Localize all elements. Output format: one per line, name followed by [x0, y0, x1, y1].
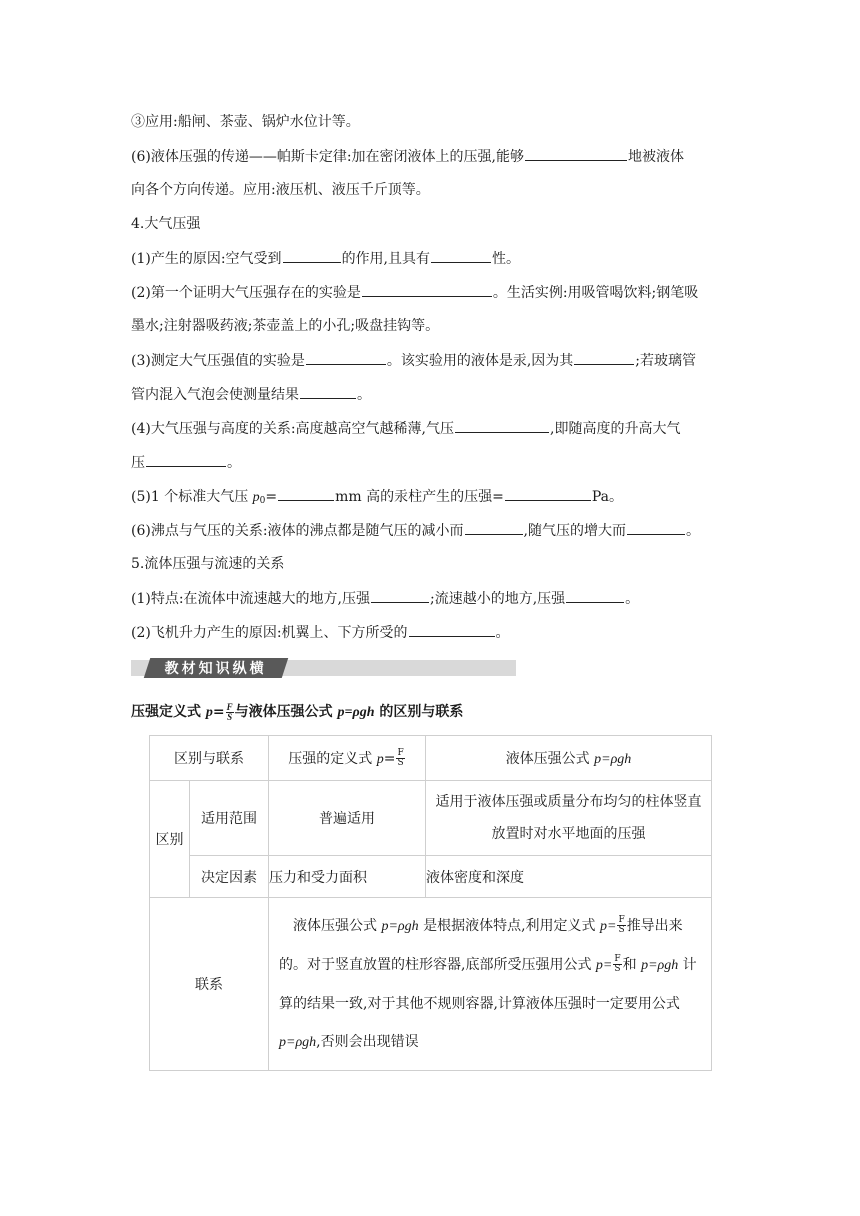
text-line: [131, 486, 623, 511]
row-group-cell: [150, 781, 190, 898]
text-line: [131, 622, 510, 643]
liquid-pressure-formula: p=ρgh: [381, 918, 419, 934]
fraction-denominator: S: [227, 711, 233, 722]
fill-blank[interactable]: [505, 486, 591, 501]
fraction-f-over-s: [396, 749, 404, 768]
fraction-f-over-s: [617, 916, 625, 935]
header-label: 液体压强公式: [505, 751, 595, 767]
row-label: 决定因素: [201, 869, 257, 886]
row-label-cell: [150, 898, 269, 1071]
text-fragment: 。: [495, 625, 510, 641]
fill-blank[interactable]: [465, 520, 523, 535]
fill-blank[interactable]: [362, 282, 492, 297]
text-fragment: ;流速越小的地方,压强: [430, 591, 566, 607]
section-banner: [131, 658, 516, 678]
text-fragment: 压: [131, 455, 145, 471]
text-line: [131, 112, 360, 132]
text-line: [131, 180, 430, 200]
fill-blank[interactable]: [278, 486, 334, 501]
text-fragment: 。: [686, 523, 700, 539]
fraction-f-over-s: [226, 703, 234, 722]
fill-blank[interactable]: [300, 384, 356, 399]
text-line: [131, 384, 371, 405]
fraction-f-over-s: [613, 955, 621, 974]
fraction-numerator: F: [397, 748, 404, 759]
heading-text: 与液体压强公式: [234, 704, 338, 720]
relation-paragraph: [269, 903, 711, 1066]
text-fragment: 4.大气压强: [131, 216, 201, 232]
table-cell: [426, 856, 712, 898]
table-cell: [269, 898, 712, 1071]
equals-sign: =: [383, 750, 396, 767]
liquid-pressure-formula: p=ρgh: [594, 752, 632, 767]
text-line: [131, 418, 680, 439]
equals-sign: =: [212, 704, 225, 720]
text-fragment: (3)测定大气压强值的实验是: [131, 353, 305, 369]
text-fragment: ,即随高度的升高大气: [550, 421, 681, 437]
cell-text: 计算的结果一致,对于其他不规则容器,计算液体压强时一定要用公式: [279, 956, 697, 1012]
text-fragment: 。: [625, 591, 640, 607]
text-fragment: 墨水;注射器吸药液;茶壶盖上的小孔;吸盘挂钩等。: [131, 318, 440, 334]
table-row: [150, 856, 712, 898]
cell-text: 液体密度和深度: [426, 869, 524, 886]
header-cell: [150, 736, 269, 781]
section-heading: [131, 214, 200, 234]
cell-text: 普遍适用: [319, 811, 375, 827]
text-line: [131, 146, 684, 167]
text-fragment: 管内混入气泡会使测量结果: [131, 387, 299, 403]
cell-text: 压力和受力面积: [269, 869, 367, 886]
text-fragment: Pa。: [591, 489, 623, 505]
text-fragment: ;若玻璃管: [635, 353, 697, 369]
liquid-pressure-formula: p=ρgh: [337, 705, 375, 720]
fill-blank[interactable]: [283, 248, 341, 263]
liquid-pressure-formula: p=ρgh: [279, 1034, 317, 1050]
text-fragment: 5.流体压强与流速的关系: [131, 556, 285, 572]
header-cell: [426, 736, 712, 781]
heading-text: 的区别与联系: [374, 704, 464, 720]
fraction-denominator: S: [397, 758, 404, 769]
header-label: 区别与联系: [174, 751, 244, 767]
table-header-row: [150, 736, 712, 781]
row-label: 联系: [195, 977, 223, 993]
header-cell: [269, 736, 426, 781]
cell-text: 和: [622, 956, 642, 973]
text-fragment: (1)特点:在流体中流速越大的地方,压强: [131, 591, 370, 607]
table-row: [150, 898, 712, 1071]
text-line: [131, 350, 696, 371]
text-fragment: 。: [357, 387, 371, 403]
text-fragment: (2)飞机升力产生的原因:机翼上、下方所受的: [131, 625, 408, 641]
cell-text: 推导出来的。对于竖直放置的柱形容器,底部所受压强用公式: [279, 917, 683, 973]
fill-blank[interactable]: [146, 452, 226, 467]
cell-text: ,否则会出现错误: [316, 1033, 419, 1050]
pressure-symbol: p: [205, 705, 213, 720]
table-row: [150, 781, 712, 856]
fill-blank[interactable]: [409, 622, 495, 637]
row-label-cell: [190, 856, 269, 898]
text-fragment: 性。: [492, 251, 521, 267]
text-fragment: 。生活实例:用吸管喝饮料;钢笔吸: [492, 285, 699, 301]
fill-blank[interactable]: [371, 588, 429, 603]
text-fragment: ③应用:船闸、茶壶、锅炉水位计等。: [131, 114, 360, 130]
fraction-numerator: F: [226, 701, 233, 712]
text-line: [131, 282, 698, 303]
pressure-symbol: p: [252, 490, 260, 505]
fill-blank[interactable]: [306, 350, 386, 365]
fill-blank[interactable]: [431, 248, 491, 263]
section-heading: [131, 554, 284, 574]
text-line: [131, 316, 439, 336]
text-fragment: 。: [227, 455, 241, 471]
table-cell: [269, 856, 426, 898]
fraction-denominator: S: [614, 964, 621, 974]
pressure-symbol: p: [376, 751, 384, 767]
fill-blank[interactable]: [627, 520, 685, 535]
text-fragment: (6)液体压强的传递——帕斯卡定律:加在密闭液体上的压强,能够: [131, 149, 524, 165]
fraction-numerator: F: [618, 915, 625, 925]
banner-label: 教材知识纵横: [164, 661, 267, 677]
text-line: [131, 588, 639, 609]
subscript: 0: [259, 496, 266, 506]
liquid-pressure-formula: p=ρgh: [641, 957, 679, 973]
row-group-label: 区别: [155, 832, 184, 848]
text-fragment: 的作用,且具有: [341, 251, 431, 267]
comparison-heading: [131, 702, 463, 723]
text-fragment: 。该实验用的液体是汞,因为其: [386, 353, 574, 369]
cell-text: 适用于液体压强或质量分布均匀的柱体竖直放置时对水平地面的压强: [435, 794, 702, 842]
text-line: [131, 248, 520, 269]
text-fragment: (2)第一个证明大气压强存在的实验是: [131, 285, 361, 301]
text-fragment: =: [265, 489, 278, 505]
fill-blank[interactable]: [574, 350, 634, 365]
text-fragment: (4)大气压强与高度的关系:高度越高空气越稀薄,气压: [131, 421, 454, 437]
fraction-numerator: F: [614, 954, 621, 964]
text-fragment: (6)沸点与气压的关系:液体的沸点都是随气压的减小而: [131, 523, 464, 539]
fill-blank[interactable]: [566, 588, 624, 603]
text-fragment: ,随气压的增大而: [523, 523, 626, 539]
fraction-denominator: S: [618, 925, 625, 935]
pressure-symbol: p=: [595, 957, 613, 973]
cell-text: 是根据液体特点,利用定义式: [418, 917, 600, 934]
banner-label-box: [144, 658, 288, 678]
pressure-symbol: p=: [599, 918, 617, 934]
text-fragment: 向各个方向传递。应用:液压机、液压千斤顶等。: [131, 182, 430, 198]
text-fragment: (5)1 个标准大气压: [131, 489, 253, 505]
row-label: 适用范围: [201, 811, 257, 827]
text-fragment: 地被液体: [628, 149, 684, 165]
comparison-table: [149, 735, 712, 1071]
text-fragment: (1)产生的原因:空气受到: [131, 251, 282, 267]
header-label: 压强的定义式: [288, 750, 377, 767]
cell-text: 液体压强公式: [293, 917, 382, 934]
fill-blank[interactable]: [525, 146, 627, 161]
table-cell: [426, 781, 712, 856]
heading-text: 压强定义式: [131, 704, 206, 720]
text-line: [131, 452, 241, 473]
fill-blank[interactable]: [455, 418, 549, 433]
row-label-cell: [190, 781, 269, 856]
table-cell: [269, 781, 426, 856]
text-line: [131, 520, 700, 541]
text-fragment: mm 高的汞柱产生的压强=: [335, 489, 504, 505]
